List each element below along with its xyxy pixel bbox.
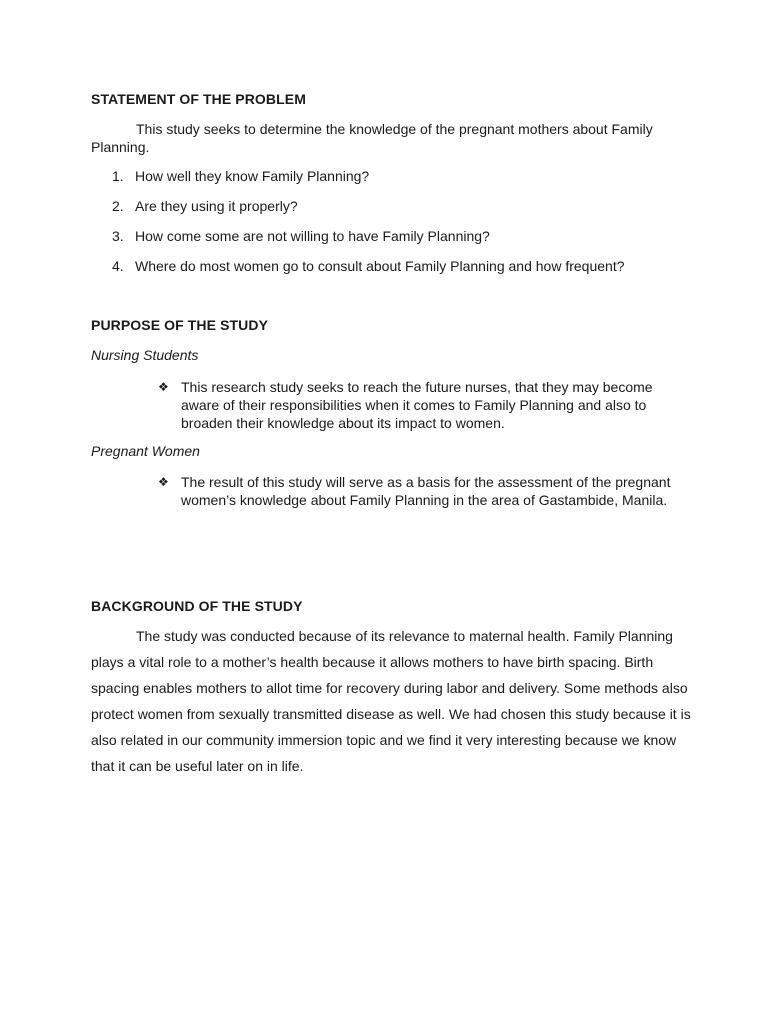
question-item-1 <box>112 168 369 184</box>
statement-heading: STATEMENT OF THE PROBLEM <box>91 91 306 107</box>
bullet-text: The result of this study will serve as a basis for the assessment of the pregnant women’s knowledge about Family Planning in the area of Gastambide, Manila. <box>181 474 671 508</box>
diamond-bullet-icon: ❖ <box>158 475 169 489</box>
question-number: 2. <box>112 198 124 214</box>
bullet-text: This research study seeks to reach the future nurses, that they may become aware of their responsibilities when it comes to Family Planning and also to broaden their knowledge about its impact to women. <box>181 379 653 431</box>
question-item-4 <box>112 258 625 274</box>
statement-intro-text: This study seeks to determine the knowledge of the pregnant mothers about Family Planning. <box>91 121 653 155</box>
question-text: How come some are not willing to have Family Planning? <box>135 228 490 244</box>
background-text: The study was conducted because of its relevance to maternal health. Family Planning plays a vital role to a mother’s health because it allows mothers to have birth spacing. Birth spacing enables mothers to allot time for recovery during labor and delivery. Some methods also protect women from sexually transmitted disease as well. We had chosen this study because it is also related in our community immersion topic and we find it very interesting because we know that it can be useful later on in life. <box>91 628 691 774</box>
purpose-subheading-pregnant-women: Pregnant Women <box>91 443 200 459</box>
background-heading: BACKGROUND OF THE STUDY <box>91 598 303 614</box>
purpose-bullet-pregnant-women <box>158 473 678 509</box>
question-item-2 <box>112 198 298 214</box>
purpose-bullet-nursing-students <box>158 378 678 432</box>
question-number: 4. <box>112 258 124 274</box>
question-item-3 <box>112 228 490 244</box>
question-text: How well they know Family Planning? <box>135 168 370 184</box>
purpose-subheading-nursing-students: Nursing Students <box>91 347 199 363</box>
background-paragraph <box>91 623 691 779</box>
question-number: 1. <box>112 168 124 184</box>
question-text: Where do most women go to consult about Family Planning and how frequent? <box>135 258 625 274</box>
purpose-heading: PURPOSE OF THE STUDY <box>91 317 269 333</box>
question-text: Are they using it properly? <box>135 198 298 214</box>
question-number: 3. <box>112 228 124 244</box>
statement-intro <box>91 120 691 156</box>
diamond-bullet-icon: ❖ <box>158 380 169 394</box>
